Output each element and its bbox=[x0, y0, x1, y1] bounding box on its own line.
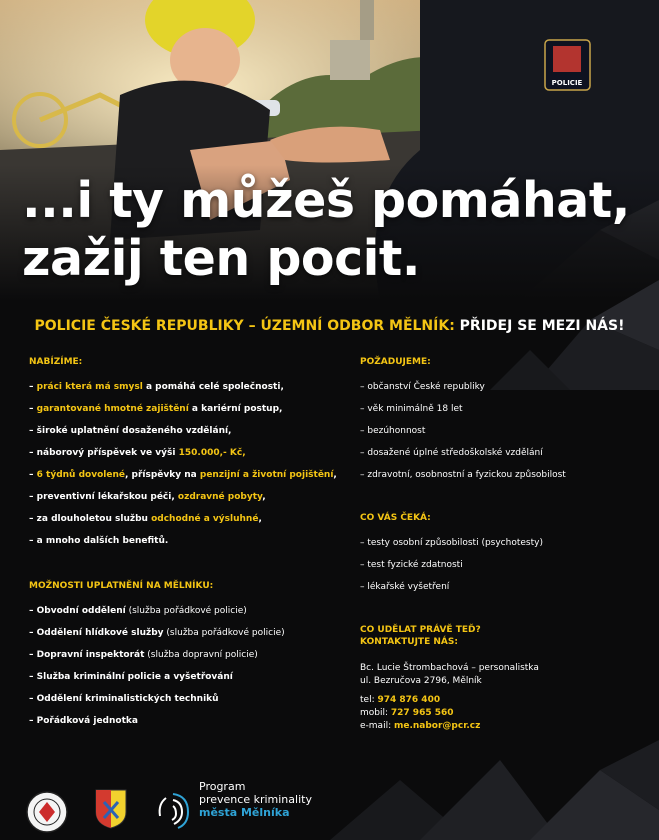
right-column bbox=[360, 356, 630, 733]
offer-text: , bbox=[333, 470, 337, 480]
option-note: (služba dopravní policie) bbox=[144, 650, 258, 660]
offer-item bbox=[29, 486, 329, 508]
offer-text: , bbox=[258, 514, 262, 524]
offer-highlight: odchodné a výsluhné bbox=[151, 514, 259, 524]
offer-text: – široké uplatnění dosaženého vzdělání, bbox=[29, 426, 232, 436]
fingerprint-icon bbox=[154, 790, 192, 830]
melnik-coat-of-arms-icon bbox=[94, 788, 128, 830]
contact-heading-2: KONTAKTUJTE NÁS: bbox=[360, 637, 458, 647]
offer-text: , příspěvky na bbox=[124, 470, 200, 480]
mobile-label: mobil: bbox=[360, 708, 391, 718]
offer-text: – bbox=[29, 404, 37, 414]
option-name: – Oddělení hlídkové služby bbox=[29, 628, 164, 638]
contact-block bbox=[360, 624, 630, 733]
offer-heading: NABÍZÍME: bbox=[29, 357, 83, 367]
awaits-list bbox=[360, 532, 630, 598]
offer-item bbox=[29, 464, 337, 486]
offer-text: a pomáhá celé společnosti, bbox=[142, 382, 284, 392]
options-heading: MOŽNOSTI UPLATNĚNÍ NA MĚLNÍKU: bbox=[29, 581, 214, 591]
crime-prevention-program bbox=[199, 780, 312, 819]
option-item bbox=[29, 622, 329, 644]
option-item bbox=[29, 600, 329, 622]
require-item: – dosažené úplné středoškolské vzdělání bbox=[360, 448, 543, 458]
phone-number[interactable]: 974 876 400 bbox=[377, 695, 441, 705]
footer bbox=[0, 760, 659, 840]
awaits-heading: CO VÁS ČEKÁ: bbox=[360, 513, 431, 523]
option-item bbox=[29, 710, 329, 732]
tagline bbox=[0, 318, 659, 334]
require-item: – věk minimálně 18 let bbox=[360, 404, 463, 414]
option-note: (služba pořádkové policie) bbox=[125, 606, 247, 616]
offer-text: – bbox=[29, 470, 37, 480]
require-item: – bezúhonnost bbox=[360, 426, 426, 436]
email-label: e-mail: bbox=[360, 721, 394, 731]
option-name: – Oddělení kriminalistických techniků bbox=[29, 694, 219, 704]
offer-text: a kariérní postup, bbox=[188, 404, 283, 414]
option-name: – Dopravní inspektorát bbox=[29, 650, 145, 660]
offer-item bbox=[29, 376, 329, 398]
option-name: – Obvodní oddělení bbox=[29, 606, 126, 616]
offer-text: – náborový příspěvek ve výši bbox=[29, 448, 179, 458]
awaits-item: – lékařské vyšetření bbox=[360, 582, 450, 592]
mobile-number[interactable]: 727 965 560 bbox=[390, 708, 454, 718]
offer-highlight: penzijní a životní pojištění bbox=[199, 470, 334, 480]
options-list bbox=[29, 600, 329, 732]
offer-item bbox=[29, 530, 329, 552]
program-line-2: prevence kriminality bbox=[199, 793, 312, 806]
option-name: – Pořádková jednotka bbox=[29, 716, 138, 726]
program-line-3: města Mělníka bbox=[199, 806, 290, 819]
offer-text: – za dlouholetou službu bbox=[29, 514, 152, 524]
tagline-police-unit: POLICIE ČESKÉ REPUBLIKY – ÚZEMNÍ ODBOR MĚLNÍK: bbox=[34, 318, 455, 334]
contact-phone-row bbox=[360, 694, 630, 707]
contact-address: ul. Bezručova 2796, Mělník bbox=[360, 676, 482, 686]
offer-highlight: 6 týdnů dovolené bbox=[36, 470, 125, 480]
offer-item bbox=[29, 398, 329, 420]
offer-highlight: ozdravné pobyty bbox=[177, 492, 263, 502]
option-item bbox=[29, 666, 329, 688]
contact-name: Bc. Lucie Štrombachová – personalistka bbox=[360, 663, 539, 673]
require-item: – zdravotní, osobnostní a fyzickou způsobilost bbox=[360, 470, 566, 480]
require-item: – občanství České republiky bbox=[360, 382, 485, 392]
offer-text: – bbox=[29, 382, 37, 392]
offer-item bbox=[29, 420, 329, 442]
option-item bbox=[29, 644, 329, 666]
left-column bbox=[29, 356, 337, 732]
awaits-item: – testy osobní způsobilosti (psychotesty) bbox=[360, 538, 543, 548]
offer-highlight: 150.000,- Kč, bbox=[178, 448, 246, 458]
option-name: – Služba kriminální policie a vyšetřování bbox=[29, 672, 233, 682]
contact-heading-1: CO UDĚLAT PRÁVĚ TEĎ? bbox=[360, 625, 481, 635]
offer-item bbox=[29, 442, 329, 464]
offer-text: – a mnoho dalších benefitů. bbox=[29, 536, 169, 546]
program-line-1: Program bbox=[199, 780, 246, 793]
offer-text: – preventivní lékařskou péči, bbox=[29, 492, 178, 502]
offer-highlight: garantované hmotné zajištění bbox=[36, 404, 189, 414]
tagline-join-us: PŘIDEJ SE MEZI NÁS! bbox=[459, 318, 625, 334]
awaits-item: – test fyzické zdatnosti bbox=[360, 560, 463, 570]
require-list bbox=[360, 376, 630, 486]
offer-list bbox=[29, 376, 337, 552]
police-emblem-icon bbox=[25, 790, 69, 834]
option-note: (služba pořádkové policie) bbox=[163, 628, 285, 638]
headline-line-2: zažij ten pocit. bbox=[22, 230, 420, 287]
contact-email-row bbox=[360, 720, 630, 733]
offer-highlight: práci která má smysl bbox=[36, 382, 143, 392]
contact-mobile-row bbox=[360, 707, 630, 720]
offer-text: , bbox=[262, 492, 266, 502]
option-item bbox=[29, 688, 329, 710]
email-link[interactable]: me.nabor@pcr.cz bbox=[393, 721, 481, 731]
require-heading: POŽADUJEME: bbox=[360, 357, 431, 367]
headline-line-1: ...i ty můžeš pomáhat, bbox=[22, 172, 630, 229]
phone-label: tel: bbox=[360, 695, 378, 705]
offer-item bbox=[29, 508, 329, 530]
